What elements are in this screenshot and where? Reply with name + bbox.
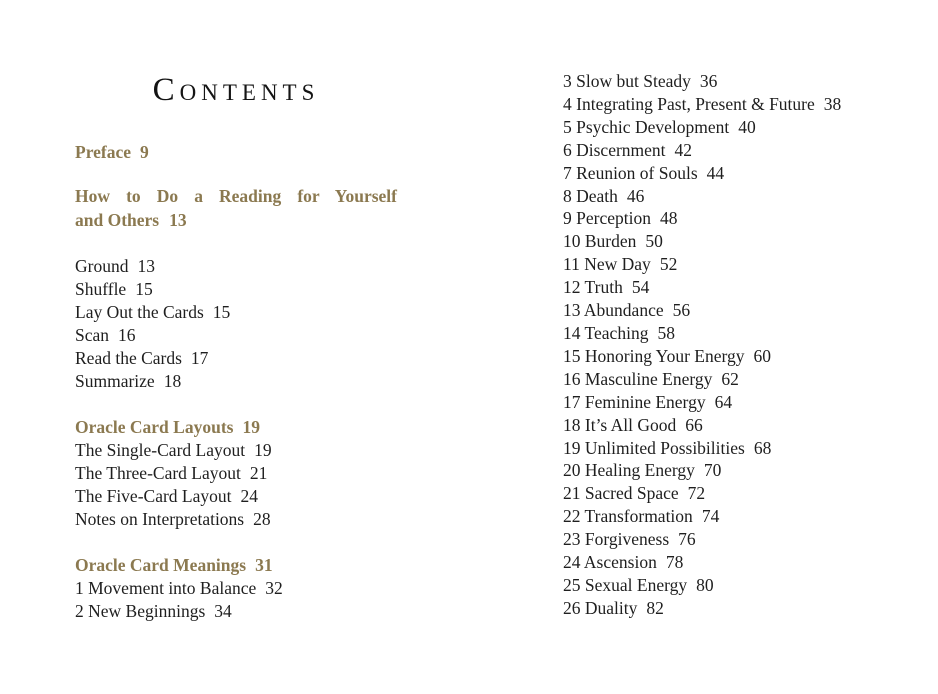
toc-entry-page-number: 34 [214, 601, 232, 621]
toc-entry-page-number: 13 [137, 256, 155, 276]
toc-entry-label: 1 Movement into Balance [75, 578, 257, 598]
toc-entry [75, 485, 397, 508]
toc-entry [75, 508, 397, 531]
preface-entry [75, 141, 397, 164]
toc-entry-label: 6 Discernment [563, 139, 666, 160]
toc-entry-page-number: 48 [659, 208, 678, 229]
toc-entry-page-number: 32 [265, 578, 283, 598]
toc-entry-page-number: 82 [646, 597, 664, 618]
toc-entry [563, 299, 893, 322]
toc-entry-page-number: 50 [645, 231, 663, 252]
layouts-heading-label: Oracle Card Layouts [75, 417, 234, 437]
toc-entry-page-number: 62 [721, 368, 739, 389]
toc-entry [563, 93, 893, 116]
how-to-heading-line2-label: and Others [75, 209, 160, 230]
toc-entry [75, 577, 397, 600]
toc-entry-page-number: 68 [753, 437, 772, 458]
toc-entry-page-number: 64 [714, 391, 733, 412]
toc-entry-page-number: 44 [706, 162, 725, 183]
toc-entry-label: 11 New Day [563, 254, 651, 275]
toc-entry-label: 10 Burden [563, 231, 637, 252]
toc-entry-page-number: 54 [631, 277, 650, 298]
left-column [75, 0, 397, 623]
chapter-entries-list [563, 70, 893, 620]
toc-entry-label: 8 Death [563, 185, 618, 206]
toc-entry-label: 12 Truth [563, 277, 623, 298]
toc-entry [75, 370, 397, 393]
toc-entry [563, 574, 893, 597]
toc-entry-page-number: 16 [118, 325, 136, 345]
toc-entry [563, 414, 893, 437]
toc-entry [563, 391, 893, 414]
toc-entry-label: 20 Healing Energy [563, 460, 695, 481]
toc-entry-label: The Single-Card Layout [75, 440, 246, 460]
toc-entry-page-number: 80 [696, 574, 714, 595]
layouts-section-heading [75, 416, 397, 439]
toc-entry-label: 24 Ascension [563, 552, 657, 573]
toc-entry-label: 18 It’s All Good [563, 414, 677, 435]
preface-page-number: 9 [140, 142, 149, 162]
meanings-heading-label: Oracle Card Meanings [75, 555, 247, 575]
toc-entry-label: 5 Psychic Development [563, 116, 730, 137]
toc-entry [75, 278, 397, 301]
toc-entry-page-number: 40 [738, 116, 756, 137]
toc-entry-page-number: 21 [249, 463, 268, 483]
toc-entry-label: 4 Integrating Past, Present & Future [563, 93, 815, 114]
toc-entry-label: 14 Teaching [563, 322, 649, 343]
toc-entry-label: 26 Duality [563, 597, 638, 618]
meanings-section-heading [75, 554, 397, 577]
toc-entry [563, 597, 893, 620]
toc-entry-page-number: 42 [674, 139, 693, 160]
toc-entry [563, 459, 893, 482]
toc-entry [563, 528, 893, 551]
toc-entry-page-number: 38 [823, 93, 842, 114]
toc-entry [563, 505, 893, 528]
toc-entry [75, 600, 397, 623]
right-column [563, 70, 893, 620]
toc-entry [75, 439, 397, 462]
toc-entry-label: 16 Masculine Energy [563, 368, 713, 389]
toc-entry-label: Notes on Interpretations [75, 509, 245, 529]
toc-entry [563, 551, 893, 574]
toc-entry-label: The Five-Card Layout [75, 486, 232, 506]
toc-entry-label: 2 New Beginnings [75, 601, 206, 621]
toc-entry-label: 15 Honoring Your Energy [563, 345, 745, 366]
meanings-list [75, 577, 397, 623]
toc-entry [563, 139, 893, 162]
toc-entry-label: Lay Out the Cards [75, 302, 204, 322]
toc-entry-page-number: 15 [212, 302, 231, 322]
toc-entry [563, 116, 893, 139]
toc-entry-page-number: 56 [672, 300, 691, 321]
toc-entry-label: 3 Slow but Steady [563, 71, 691, 91]
toc-entry-label: 23 Forgiveness [563, 529, 670, 550]
toc-entry-page-number: 66 [685, 414, 703, 435]
toc-entry [563, 230, 893, 253]
toc-entry [563, 368, 893, 391]
toc-entry-label: Summarize [75, 371, 155, 391]
how-to-steps-list [75, 255, 397, 393]
toc-entry [563, 185, 893, 208]
toc-entry [563, 207, 893, 230]
toc-entry-label: 13 Abundance [563, 300, 664, 321]
toc-entry-label: 25 Sexual Energy [563, 574, 688, 595]
toc-entry [75, 301, 397, 324]
toc-entry-label: Shuffle [75, 279, 127, 299]
toc-entry-page-number: 46 [626, 185, 645, 206]
page-title: Contents [152, 72, 320, 108]
toc-entry [563, 276, 893, 299]
toc-entry [563, 162, 893, 185]
toc-entry-page-number: 58 [657, 322, 675, 343]
toc-entry-page-number: 74 [701, 506, 720, 527]
toc-entry-page-number: 19 [254, 440, 272, 460]
toc-entry [563, 322, 893, 345]
toc-entry-label: 22 Transformation [563, 506, 693, 527]
toc-entry-page-number: 15 [135, 279, 153, 299]
toc-entry [563, 345, 893, 368]
toc-entry-page-number: 18 [163, 371, 182, 391]
toc-entry [75, 347, 397, 370]
toc-entry-label: 9 Perception [563, 208, 651, 229]
toc-entry-label: Scan [75, 325, 110, 345]
toc-entry-page-number: 70 [703, 460, 722, 481]
meanings-heading-page-number: 31 [255, 555, 273, 575]
layouts-heading-page-number: 19 [242, 417, 260, 437]
how-to-heading-line2 [75, 209, 397, 233]
toc-entry-page-number: 76 [678, 529, 696, 550]
toc-entry-page-number: 72 [687, 483, 706, 504]
toc-entry [563, 482, 893, 505]
toc-entry-label: 17 Feminine Energy [563, 391, 706, 412]
toc-entry-page-number: 24 [240, 486, 258, 506]
toc-entry [75, 255, 397, 278]
toc-entry-label: 21 Sacred Space [563, 483, 679, 504]
layouts-list [75, 439, 397, 531]
toc-entry [75, 324, 397, 347]
toc-entry-label: Read the Cards [75, 348, 182, 368]
toc-entry-page-number: 52 [659, 254, 678, 275]
toc-entry-page-number: 60 [753, 345, 771, 366]
toc-entry [75, 462, 397, 485]
toc-entry-page-number: 28 [253, 509, 271, 529]
toc-entry-label: Ground [75, 256, 129, 276]
toc-entry-page-number: 17 [190, 348, 209, 368]
how-to-heading-line1: How to Do a Reading for Yourself [75, 186, 397, 206]
toc-entry [563, 253, 893, 276]
toc-entry-page-number: 36 [699, 71, 718, 91]
toc-entry-page-number: 78 [665, 552, 684, 573]
toc-entry-label: 19 Unlimited Possibilities [563, 437, 745, 458]
toc-entry-label: The Three-Card Layout [75, 463, 241, 483]
how-to-heading-page-number: 13 [169, 209, 187, 230]
toc-entry [563, 437, 893, 460]
toc-entry-label: 7 Reunion of Souls [563, 162, 698, 183]
toc-entry [563, 70, 893, 93]
preface-label: Preface [75, 142, 132, 162]
